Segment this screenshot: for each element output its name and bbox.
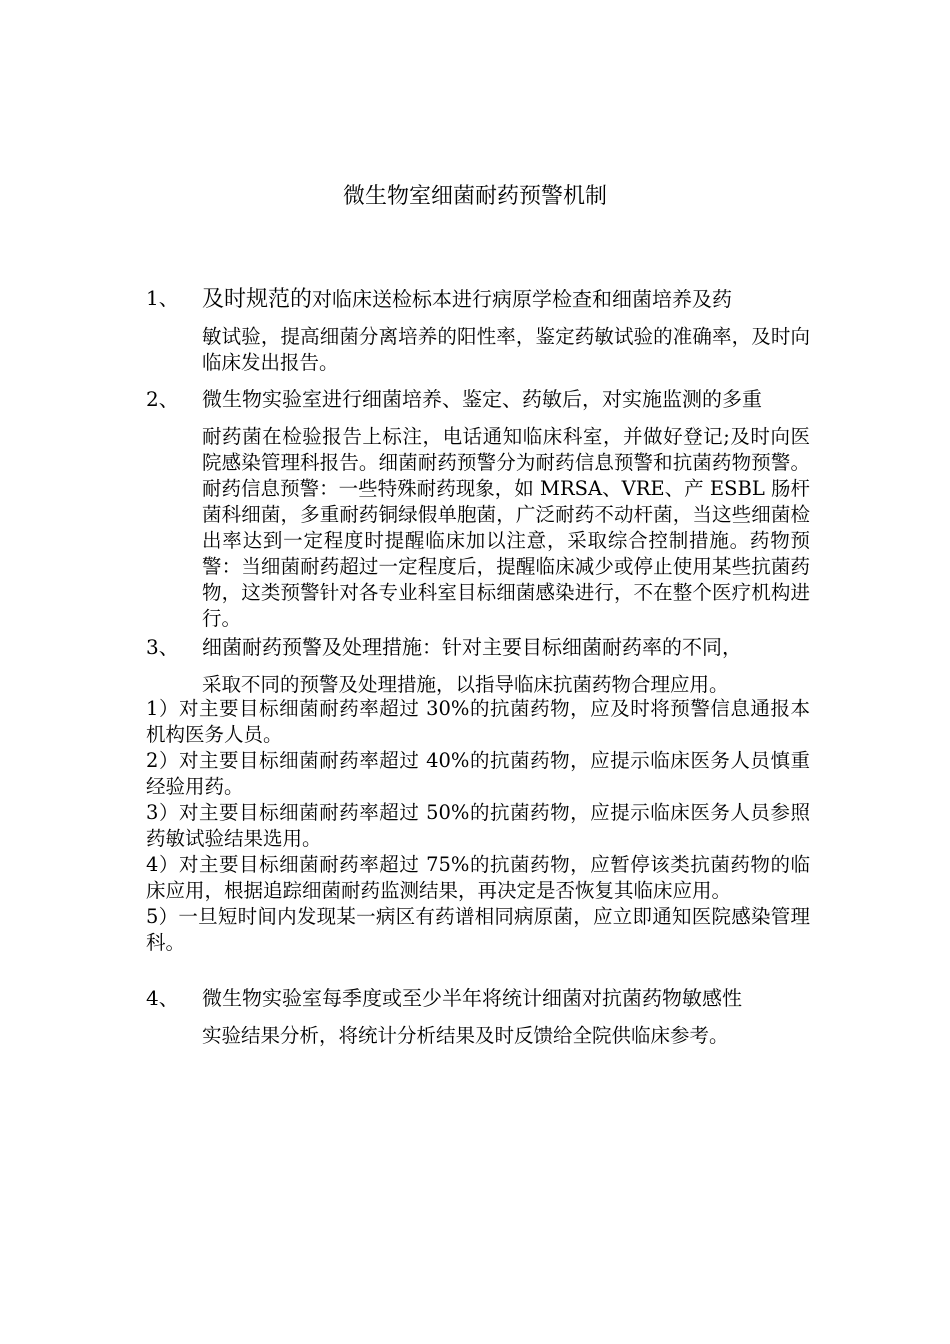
item-body: 耐药菌在检验报告上标注，电话通知临床科室，并做好登记;及时向医院感染管理科报告。细菌耐药预警分为耐药信息预警和抗菌药物预警。耐药信息预警：一些特殊耐药现象，如 MRSA、VRE、产 ESBL 肠杆菌科细菌，多重耐药铜绿假单胞菌，广泛耐药不动杆菌，当这些细菌检出率达到一定程度时提醒临床加以注意，采取综合控制措施。药物预警：当细菌耐药超过一定程度后，提醒临床减少或停止使用某些抗菌药物，这类预警针对各专业科室目标细菌感染进行，不在整个医疗机构进行。 [202, 425, 810, 630]
item-first-line-text: 对临床送检标本进行病原学检查和细菌培养及药 [312, 287, 733, 311]
measure-item: 5）一旦短时间内发现某一病区有药谱相同病原菌，应立即通知医院感染管理科。 [146, 905, 810, 954]
list-item-3 [146, 632, 810, 698]
list-item-1 [146, 283, 810, 376]
item-body: 实验结果分析，将统计分析结果及时反馈给全院供临床参考。 [202, 1024, 729, 1047]
item-first-line: 微生物实验室进行细菌培养、鉴定、药敏后，对实施监测的多重 [202, 387, 762, 411]
measure-item: 3）对主要目标细菌耐药率超过 50%的抗菌药物，应提示临床医务人员参照药敏试验结果选用。 [146, 801, 810, 850]
item-number: 4、 [146, 986, 179, 1010]
item-number: 1、 [146, 286, 179, 310]
item-first-line: 微生物实验室每季度或至少半年将统计细菌对抗菌药物敏感性 [202, 986, 742, 1010]
list-item-4 [146, 983, 810, 1049]
page-title: 微生物室细菌耐药预警机制 [342, 184, 607, 209]
measures-list [146, 696, 810, 956]
measure-item: 2）对主要目标细菌耐药率超过 40%的抗菌药物，应提示临床医务人员慎重经验用药。 [146, 749, 810, 798]
item-body: 敏试验，提高细菌分离培养的阳性率，鉴定药敏试验的准确率，及时向临床发出报告。 [202, 325, 810, 374]
measure-item: 1）对主要目标细菌耐药率超过 30%的抗菌药物，应及时将预警信息通报本机构医务人员。 [146, 697, 810, 746]
item-lead-text: 及时规范的 [202, 287, 313, 312]
item-body: 采取不同的预警及处理措施，以指导临床抗菌药物合理应用。 [202, 673, 729, 696]
item-number: 2、 [146, 387, 179, 411]
item-first-line [202, 283, 810, 316]
item-first-line: 细菌耐药预警及处理措施：针对主要目标细菌耐药率的不同， [202, 635, 742, 659]
list-item-2 [146, 384, 810, 632]
measure-item: 4）对主要目标细菌耐药率超过 75%的抗菌药物，应暂停该类抗菌药物的临床应用，根据追踪细菌耐药监测结果，再决定是否恢复其临床应用。 [146, 853, 810, 902]
item-number: 3、 [146, 635, 179, 659]
